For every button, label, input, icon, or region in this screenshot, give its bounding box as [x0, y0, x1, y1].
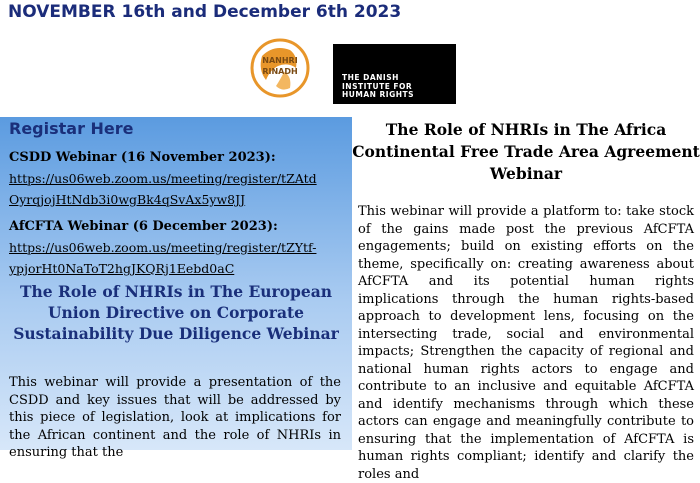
nanhri-logo: [244, 36, 316, 114]
danish-logo-line-1: THE DANISH: [342, 73, 399, 82]
danish-institute-logo: [333, 44, 456, 104]
afcfta-webinar-description: This webinar will provide a platform to: take stock of the gains made post the previous AfCFTA engagements; build on existing efforts on the theme, specifically on: creating awareness about AfCFTA and its potential human rights implications through the human rights-based approach to development lens, focusing on the intersecting trade, social and environmental impacts; Strengthen the capacity of regional and national human rights actors to engage and contribute to an inclusive and equitable AfCFTA and identify mechanisms through which these actors can engage and meaningfully contribute to ensuring that the implementation of AfCFTA is human rights compliant; identify and clarify the roles and: [358, 204, 694, 482]
register-title: Registar Here: [9, 119, 134, 138]
rinadh-text: RINADH: [262, 67, 298, 76]
csdd-webinar-description: This webinar will provide a presentation of the CSDD and key issues that will be addressed by this piece of legislation, look at implications for the African continent and the role of NHRIs in ensuring that the: [9, 375, 341, 460]
csdd-registration-link-line-1[interactable]: https://us06web.zoom.us/meeting/register/tZAtd: [9, 171, 317, 186]
afcfta-registration-link-line-1[interactable]: https://us06web.zoom.us/meeting/register/tZYtf-: [9, 240, 317, 255]
afcfta-panel: [352, 117, 700, 482]
afcfta-webinar-heading: The Role of NHRIs in The Africa Continental Free Trade Area Agreement Webinar: [352, 120, 700, 183]
nanhri-emblem-icon: [244, 36, 316, 114]
afcfta-registration-link-line-2[interactable]: ypjorHt0NaToT2hgJKQRj1Eebd0aC: [9, 261, 235, 276]
csdd-webinar-heading: The Role of NHRIs in The European Union Directive on Corporate Sustainability Due Diligence Webinar: [13, 282, 339, 343]
event-dates: NOVEMBER 16th and December 6th 2023: [8, 2, 402, 22]
afcfta-webinar-label: AfCFTA Webinar (6 December 2023):: [9, 219, 278, 234]
danish-logo-line-3: HUMAN RIGHTS: [342, 90, 415, 99]
csdd-registration-link-line-2[interactable]: OyrqjojHtNdb3i0wgBk4qSvAx5yw8JJ: [9, 192, 246, 207]
csdd-webinar-label: CSDD Webinar (16 November 2023):: [9, 150, 276, 165]
nanhri-text: NANHRI: [262, 56, 298, 65]
top-banner: [0, 0, 700, 26]
danish-logo-line-2: INSTITUTE FOR: [342, 81, 413, 91]
registration-panel: [0, 117, 352, 460]
